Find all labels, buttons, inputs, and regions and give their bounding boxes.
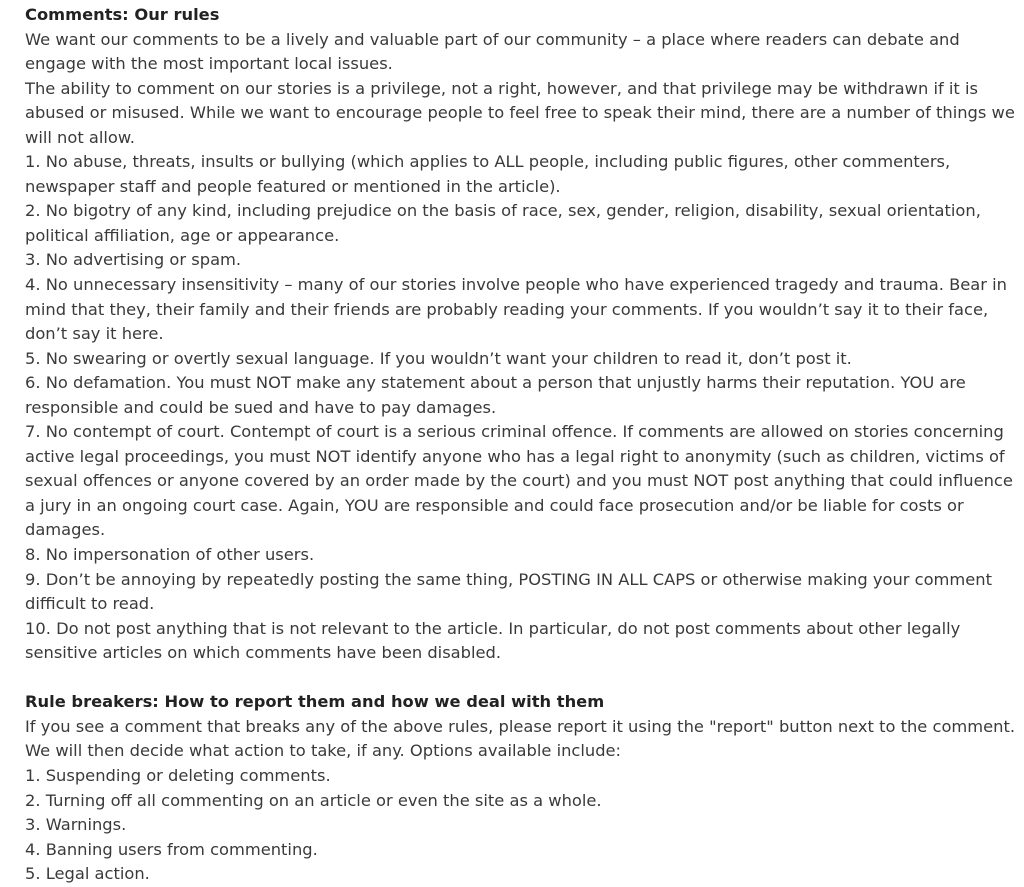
rule-line: damages.: [25, 520, 106, 540]
rules-intro: [25, 28, 1021, 151]
rule-line: sexual offences or anyone covered by an order made by the court) and you must NOT post anything that could influence: [25, 471, 1013, 491]
action-item: 1. Suspending or deleting comments.: [25, 765, 331, 785]
rule-line: 9. Don’t be annoying by repeatedly posting the same thing, POSTING IN ALL CAPS or otherwise making your comment: [25, 569, 993, 589]
action-item: 5. Legal action.: [25, 864, 150, 884]
rule-line: political affiliation, age or appearance.: [25, 225, 340, 245]
rules-list: [25, 150, 1021, 665]
rule-line: 3. No advertising or spam.: [25, 250, 242, 270]
section-heading-rule-breakers: Rule breakers: How to report them and how we deal with them: [25, 692, 605, 712]
rule-line: responsible and could be sued and have to pay damages.: [25, 397, 497, 417]
rule-line: a jury in an ongoing court case. Again, YOU are responsible and could face prosecution and/or be liable for costs or: [25, 495, 964, 515]
rule-line: newspaper staff and people featured or mentioned in the article).: [25, 176, 561, 196]
rule-line: don’t say it here.: [25, 324, 164, 344]
report-intro: [25, 715, 1021, 764]
action-item: 4. Banning users from commenting.: [25, 839, 318, 859]
rule-line: mind that they, their family and their friends are probably reading your comments. If you wouldn’t say it to their face,: [25, 299, 989, 319]
rule-line: 7. No contempt of court. Contempt of court is a serious criminal offence. If comments are allowed on stories concerning: [25, 422, 1004, 442]
rule-line: sensitive articles on which comments have been disabled.: [25, 643, 502, 663]
rule-line: 1. No abuse, threats, insults or bullying (which applies to ALL people, including public figures, other commenters,: [25, 152, 951, 172]
rule-line: 8. No impersonation of other users.: [25, 545, 315, 565]
text-line: engage with the most important local issues.: [25, 54, 393, 74]
rule-line: 10. Do not post anything that is not relevant to the article. In particular, do not post comments about other legally: [25, 618, 961, 638]
action-item: 3. Warnings.: [25, 815, 127, 835]
text-line: The ability to comment on our stories is a privilege, not a right, however, and that privilege may be withdrawn if it is: [25, 78, 978, 98]
text-line: We want our comments to be a lively and valuable part of our community – a place where readers can debate and: [25, 29, 960, 49]
rule-line: 5. No swearing or overtly sexual language. If you wouldn’t want your children to read it, don’t post it.: [25, 348, 852, 368]
rule-line: 4. No unnecessary insensitivity – many of our stories involve people who have experienced tragedy and trauma. Bear in: [25, 275, 1007, 295]
section-spacer: [25, 666, 1021, 691]
actions-list: [25, 764, 1021, 887]
action-item: 2. Turning off all commenting on an article or even the site as a whole.: [25, 790, 602, 810]
text-line: will not allow.: [25, 127, 135, 147]
rule-line: active legal proceedings, you must NOT identify anyone who has a legal right to anonymity (such as children, victims of: [25, 446, 1005, 466]
comment-rules-document: [25, 3, 1021, 887]
text-line: We will then decide what action to take, if any. Options available include:: [25, 741, 622, 761]
text-line: If you see a comment that breaks any of the above rules, please report it using the "report" button next to the comment.: [25, 716, 1016, 736]
rule-line: 6. No defamation. You must NOT make any statement about a person that unjustly harms their reputation. YOU are: [25, 373, 966, 393]
text-line: abused or misused. While we want to encourage people to feel free to speak their mind, there are a number of things we: [25, 103, 1015, 123]
rule-line: 2. No bigotry of any kind, including prejudice on the basis of race, sex, gender, religion, disability, sexual orientation,: [25, 201, 981, 221]
rule-line: difficult to read.: [25, 594, 155, 614]
section-heading-our-rules: Comments: Our rules: [25, 5, 220, 24]
